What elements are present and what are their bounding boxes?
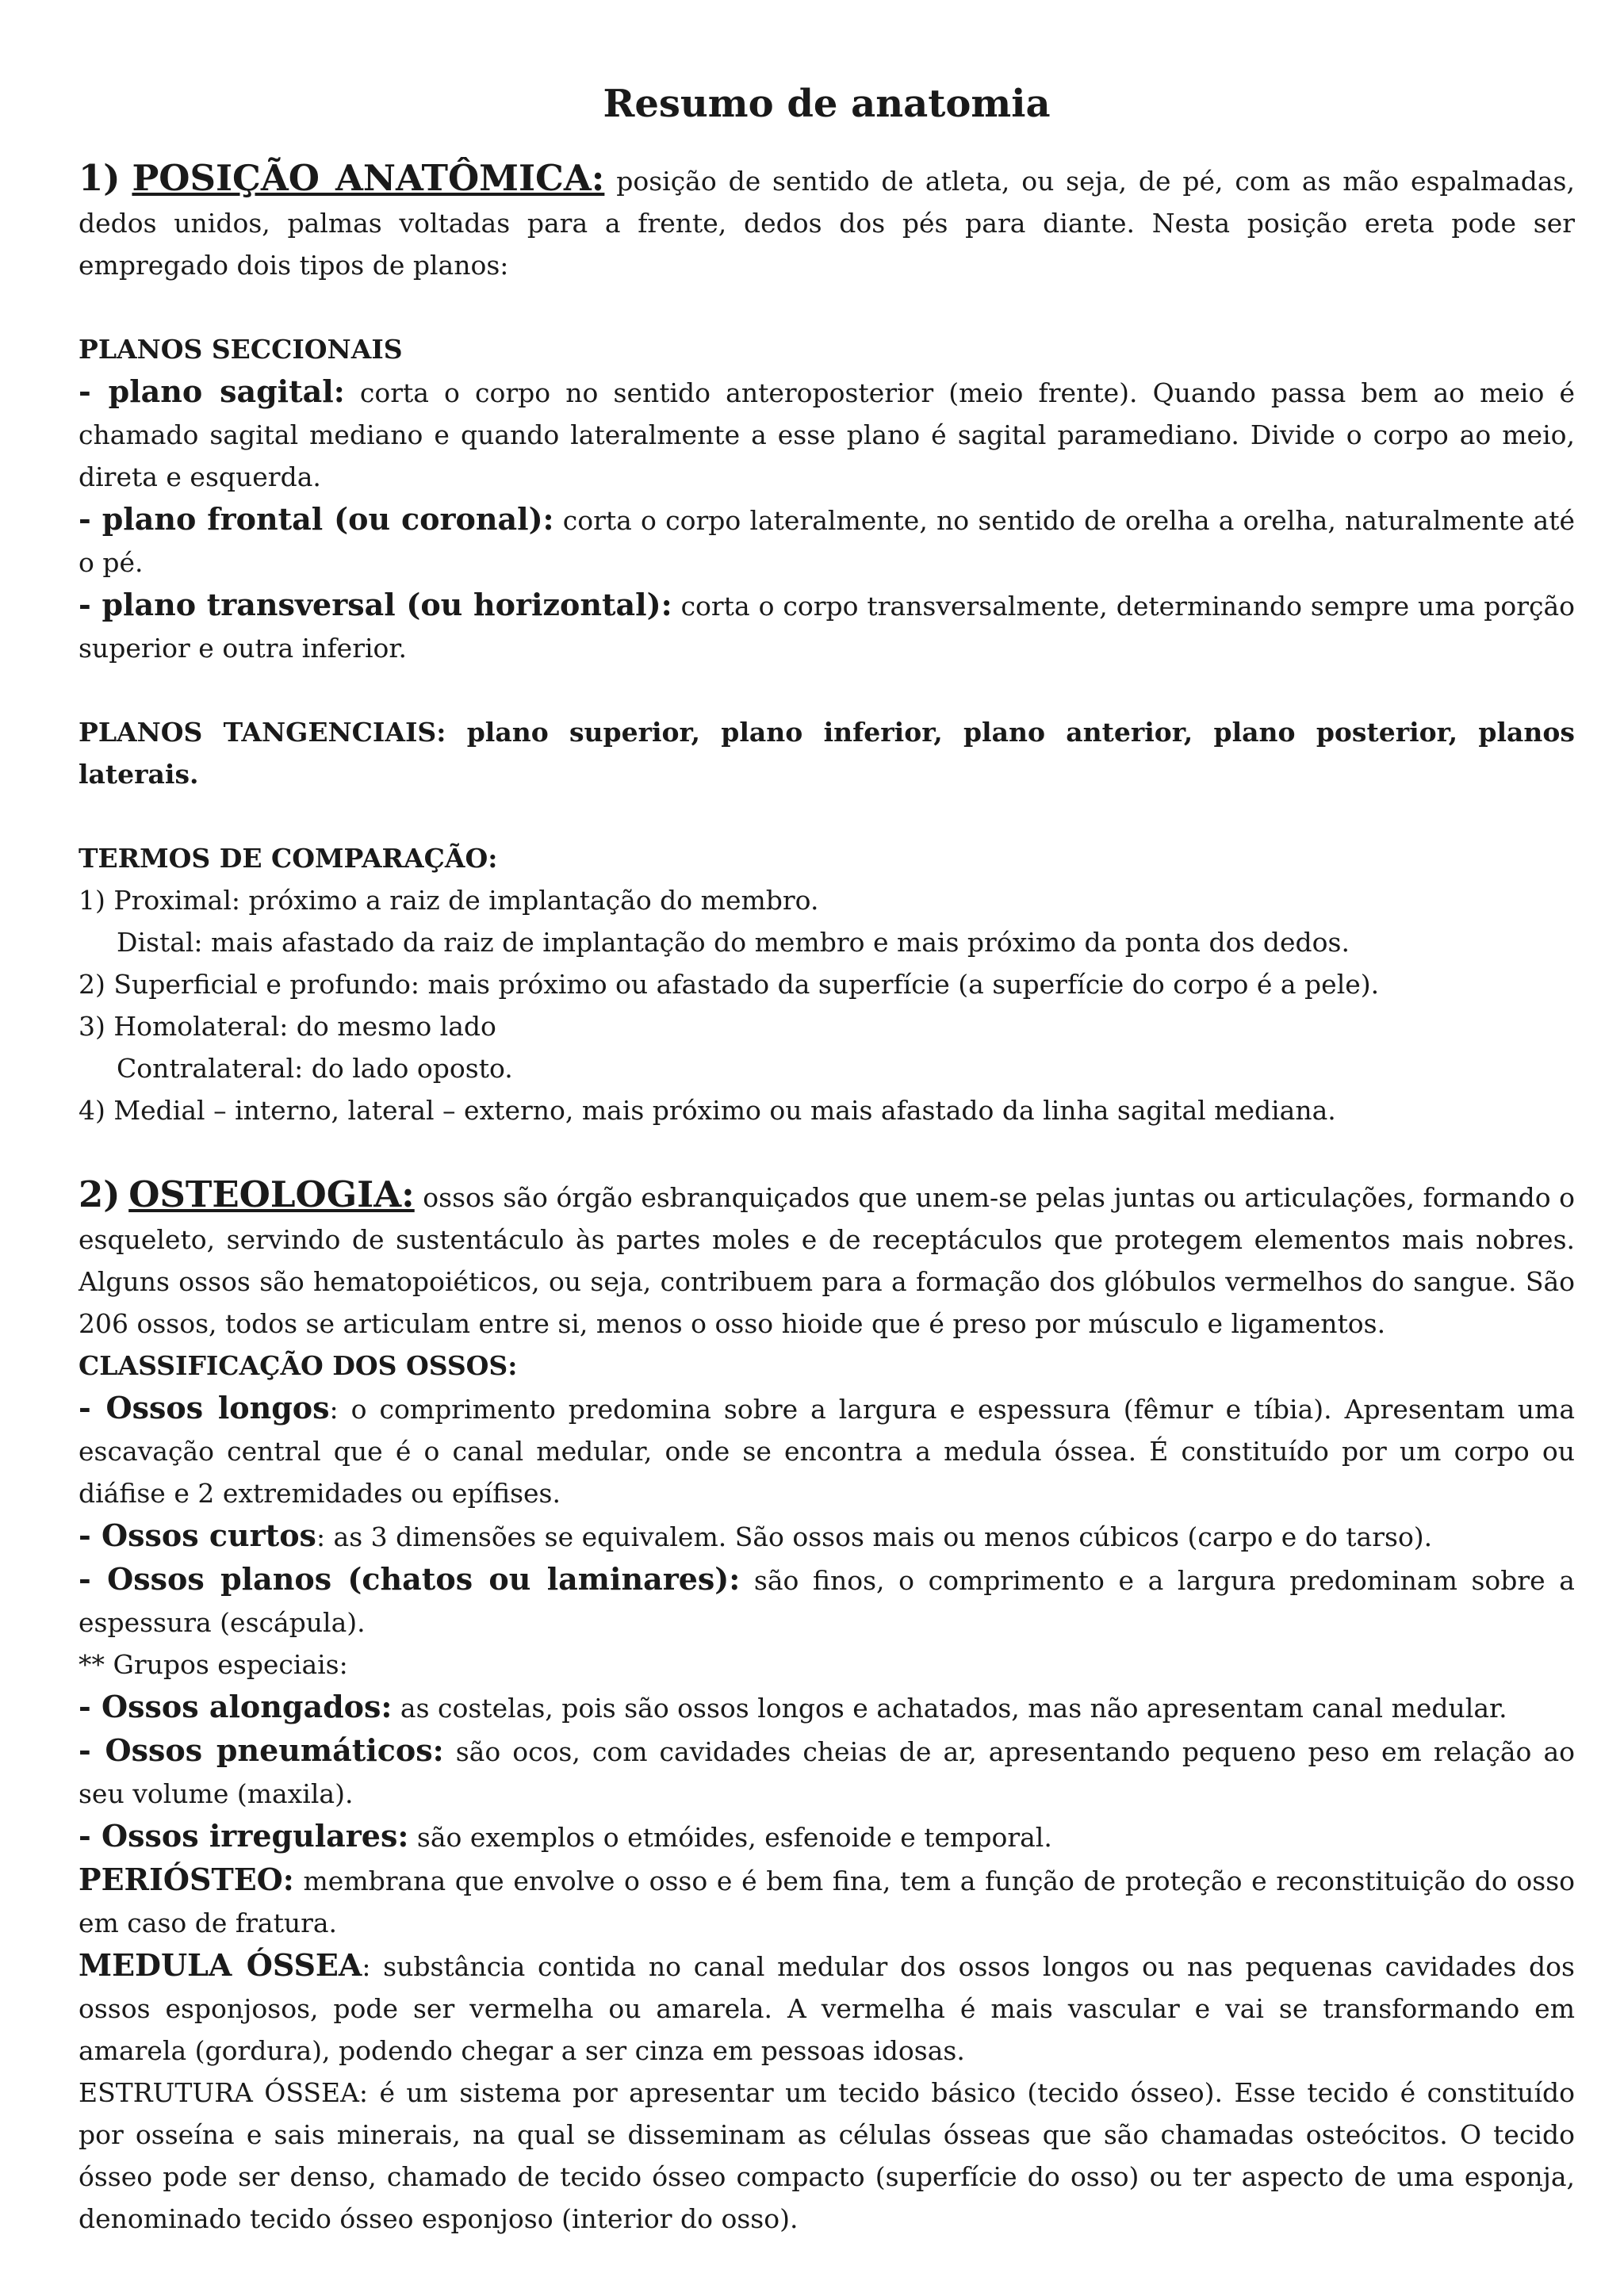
planos-tangenciais-text: plano superior, plano inferior, plano anterior, plano posterior, planos laterais. (79, 717, 1575, 790)
medula-label: MEDULA ÓSSEA (79, 1947, 362, 1983)
spacer (79, 795, 1575, 837)
planos-tangenciais-label: PLANOS TANGENCIAIS: (79, 717, 446, 748)
ossos-curtos-label: - Ossos curtos (79, 1517, 316, 1553)
plano-sagital-paragraph (79, 370, 1575, 498)
termos-line-2: Distal: mais afastado da raiz de implantação do membro e mais próximo da ponta dos dedos. (117, 927, 1350, 958)
planos-seccionais-heading: PLANOS SECCIONAIS (79, 334, 403, 365)
medula-paragraph (79, 1944, 1575, 2072)
ossos-longos-paragraph (79, 1387, 1575, 1514)
plano-transversal-paragraph (79, 584, 1575, 669)
periosteo-paragraph (79, 1858, 1575, 1944)
plano-transversal-text: corta o corpo transversalmente, determinando sempre uma porção superior e outra inferior. (79, 591, 1575, 664)
section-1-number: 1) (79, 157, 121, 199)
grupos-especiais: ** Grupos especiais: (79, 1649, 348, 1680)
section-2-heading: OSTEOLOGIA: (128, 1173, 415, 1215)
ossos-irregulares-text: são exemplos o etmóides, esfenoide e temporal. (416, 1822, 1052, 1853)
page-title: Resumo de anatomia (603, 82, 1051, 126)
plano-frontal-paragraph (79, 498, 1575, 584)
ossos-pneumaticos-text: são ocos, com cavidades cheias de ar, apresentando pequeno peso em relação ao seu volume (maxila). (79, 1736, 1575, 1809)
periosteo-label: PERIÓSTEO: (79, 1862, 294, 1897)
termos-line-4: 3) Homolateral: do mesmo lado (79, 1011, 496, 1042)
plano-frontal-text: corta o corpo lateralmente, no sentido de orelha a orelha, naturalmente até o pé. (79, 505, 1575, 578)
plano-sagital-text: corta o corpo no sentido anteroposterior (meio frente). Quando passa bem ao meio é chamado sagital mediano e quando lateralmente a esse plano é sagital paramediano. Divide o corpo ao meio, direta e esquerda. (79, 377, 1575, 492)
ossos-longos-text: : o comprimento predomina sobre a largura e espessura (fêmur e tíbia). Apresentam uma escavação central que é o canal medular, onde se encontra a medula óssea. É constituído por um corpo ou diáfise e 2 extremidades ou epífises. (79, 1394, 1576, 1509)
medula-text: : substância contida no canal medular dos ossos longos ou nas pequenas cavidades dos ossos esponjosos, pode ser vermelha ou amarela. A vermelha é mais vascular e vai se transformando em amarela (gordura), podendo chegar a ser cinza em pessoas idosas. (79, 1951, 1575, 2066)
spacer (79, 669, 1575, 711)
ossos-planos-label: - Ossos planos (chatos ou laminares): (79, 1561, 741, 1597)
section-2-number: 2) (79, 1173, 121, 1215)
ossos-planos-paragraph (79, 1558, 1575, 1644)
plano-sagital-label: - plano sagital: (79, 373, 345, 409)
section-2-paragraph (79, 1173, 1575, 1345)
ossos-alongados-text: as costelas, pois são ossos longos e achatados, mas não apresentam canal medular. (400, 1693, 1507, 1724)
ossos-pneumaticos-paragraph (79, 1729, 1575, 1815)
estrutura-ossea-paragraph: ESTRUTURA ÓSSEA: é um sistema por apresentar um tecido básico (tecido ósseo). Esse tecido é constituído por osseína e sais minerais, na qual se disseminam as células ósseas que são chamadas osteócitos. O tecido ósseo pode ser denso, chamado de tecido ósseo compacto (superfície do osso) ou ter aspecto de uma esponja, denominado tecido ósseo esponjoso (interior do osso). (79, 2077, 1575, 2234)
plano-frontal-label: - plano frontal (ou coronal): (79, 501, 554, 537)
section-2-text: ossos são órgão esbranquiçados que unem-se pelas juntas ou articulações, formando o esqueleto, servindo de sustentáculo às partes moles e de receptáculos que protegem elementos mais nobres. Alguns ossos são hematopoiéticos, ou seja, contribuem para a formação dos glóbulos vermelhos do sangue. São 206 ossos, todos se articulam entre si, menos o osso hioide que é preso por músculo e ligamentos. (79, 1182, 1576, 1339)
ossos-curtos-paragraph (79, 1514, 1575, 1558)
section-1-heading: POSIÇÃO ANATÔMICA: (132, 157, 605, 199)
termos-line-5: Contralateral: do lado oposto. (117, 1053, 513, 1084)
termos-line-3: 2) Superficial e profundo: mais próximo ou afastado da superfície (a superfície do corpo é a pele). (79, 969, 1380, 1000)
spacer (79, 1131, 1575, 1173)
termos-heading: TERMOS DE COMPARAÇÃO: (79, 843, 498, 874)
termos-line-6: 4) Medial – interno, lateral – externo, mais próximo ou mais afastado da linha sagital mediana. (79, 1095, 1336, 1126)
classificacao-heading: CLASSIFICAÇÃO DOS OSSOS: (79, 1350, 518, 1381)
planos-tangenciais-paragraph (79, 711, 1575, 795)
ossos-irregulares-label: - Ossos irregulares: (79, 1818, 409, 1854)
section-1-text: posição de sentido de atleta, ou seja, de pé, com as mão espalmadas, dedos unidos, palmas voltadas para a frente, dedos dos pés para diante. Nesta posição ereta pode ser empregado dois tipos de planos: (79, 166, 1575, 281)
termos-line-1: 1) Proximal: próximo a raiz de implantação do membro. (79, 885, 819, 916)
ossos-planos-text: são finos, o comprimento e a largura predominam sobre a espessura (escápula). (79, 1565, 1575, 1638)
ossos-curtos-text: : as 3 dimensões se equivalem. São ossos mais ou menos cúbicos (carpo e do tarso). (316, 1521, 1433, 1552)
ossos-irregulares-paragraph (79, 1815, 1575, 1858)
spacer (79, 286, 1575, 328)
periosteo-text: membrana que envolve o osso e é bem fina, tem a função de proteção e reconstituição do osso em caso de fratura. (79, 1866, 1576, 1938)
document-page (79, 70, 1575, 2240)
ossos-longos-label: - Ossos longos (79, 1390, 330, 1425)
ossos-alongados-label: - Ossos alongados: (79, 1689, 393, 1724)
plano-transversal-label: - plano transversal (ou horizontal): (79, 587, 672, 622)
section-1-paragraph (79, 157, 1575, 286)
ossos-alongados-paragraph (79, 1686, 1575, 1729)
ossos-pneumaticos-label: - Ossos pneumáticos: (79, 1732, 444, 1768)
